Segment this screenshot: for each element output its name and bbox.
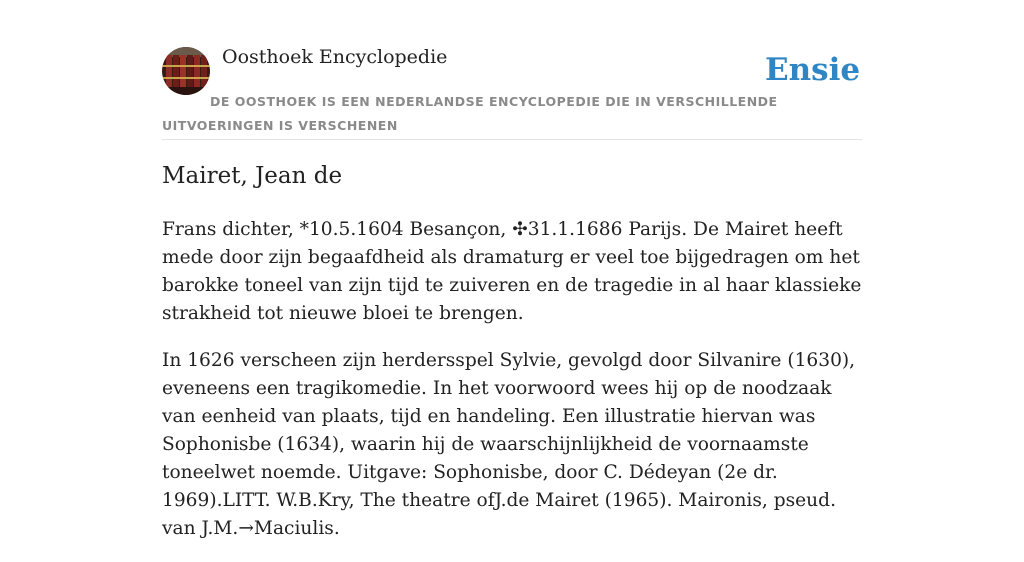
article-title: Mairet, Jean de — [162, 163, 343, 189]
site-tagline: DE OOSTHOEK IS EEN NEDERLANDSE ENCYCLOPEDIE DIE IN VERSCHILLENDE UITVOERINGEN IS VERSCHENEN — [162, 94, 778, 133]
site-name[interactable]: Oosthoek Encyclopedie — [222, 46, 448, 68]
article-paragraph: In 1626 verscheen zijn herdersspel Sylvie, gevolgd door Silvanire (1630), eveneens een tragikomedie. In het voorwoord wees hij op de noodzaak van eenheid van plaats, tijd en handeling. Een illustratie hiervan was Sophonisbe (1634), waarin hij de waarschijnlijkheid de voornaamste toneelwet noemde. Uitgave: Sophonisbe, door C. Dédeyan (2e dr. 1969).LITT. W.B.Kry, The theatre ofJ.de Mairet (1965). Maironis, pseud. van J.M.→Maciulis. — [162, 350, 856, 539]
books-icon — [162, 47, 210, 95]
encyclopedia-avatar[interactable] — [162, 47, 210, 95]
header-divider — [162, 139, 862, 140]
ensie-logo[interactable]: Ensie — [765, 52, 861, 88]
article-paragraph: Frans dichter, *10.5.1604 Besançon, ✣31.1.1686 Parijs. De Mairet heeft mede door zijn begaafdheid als dramaturg er veel toe bijgedragen om het barokke toneel van zijn tijd te zuiveren en de tragedie in al haar klassieke strakheid tot nieuwe bloei te brengen. — [162, 219, 862, 324]
article-body — [162, 216, 864, 562]
